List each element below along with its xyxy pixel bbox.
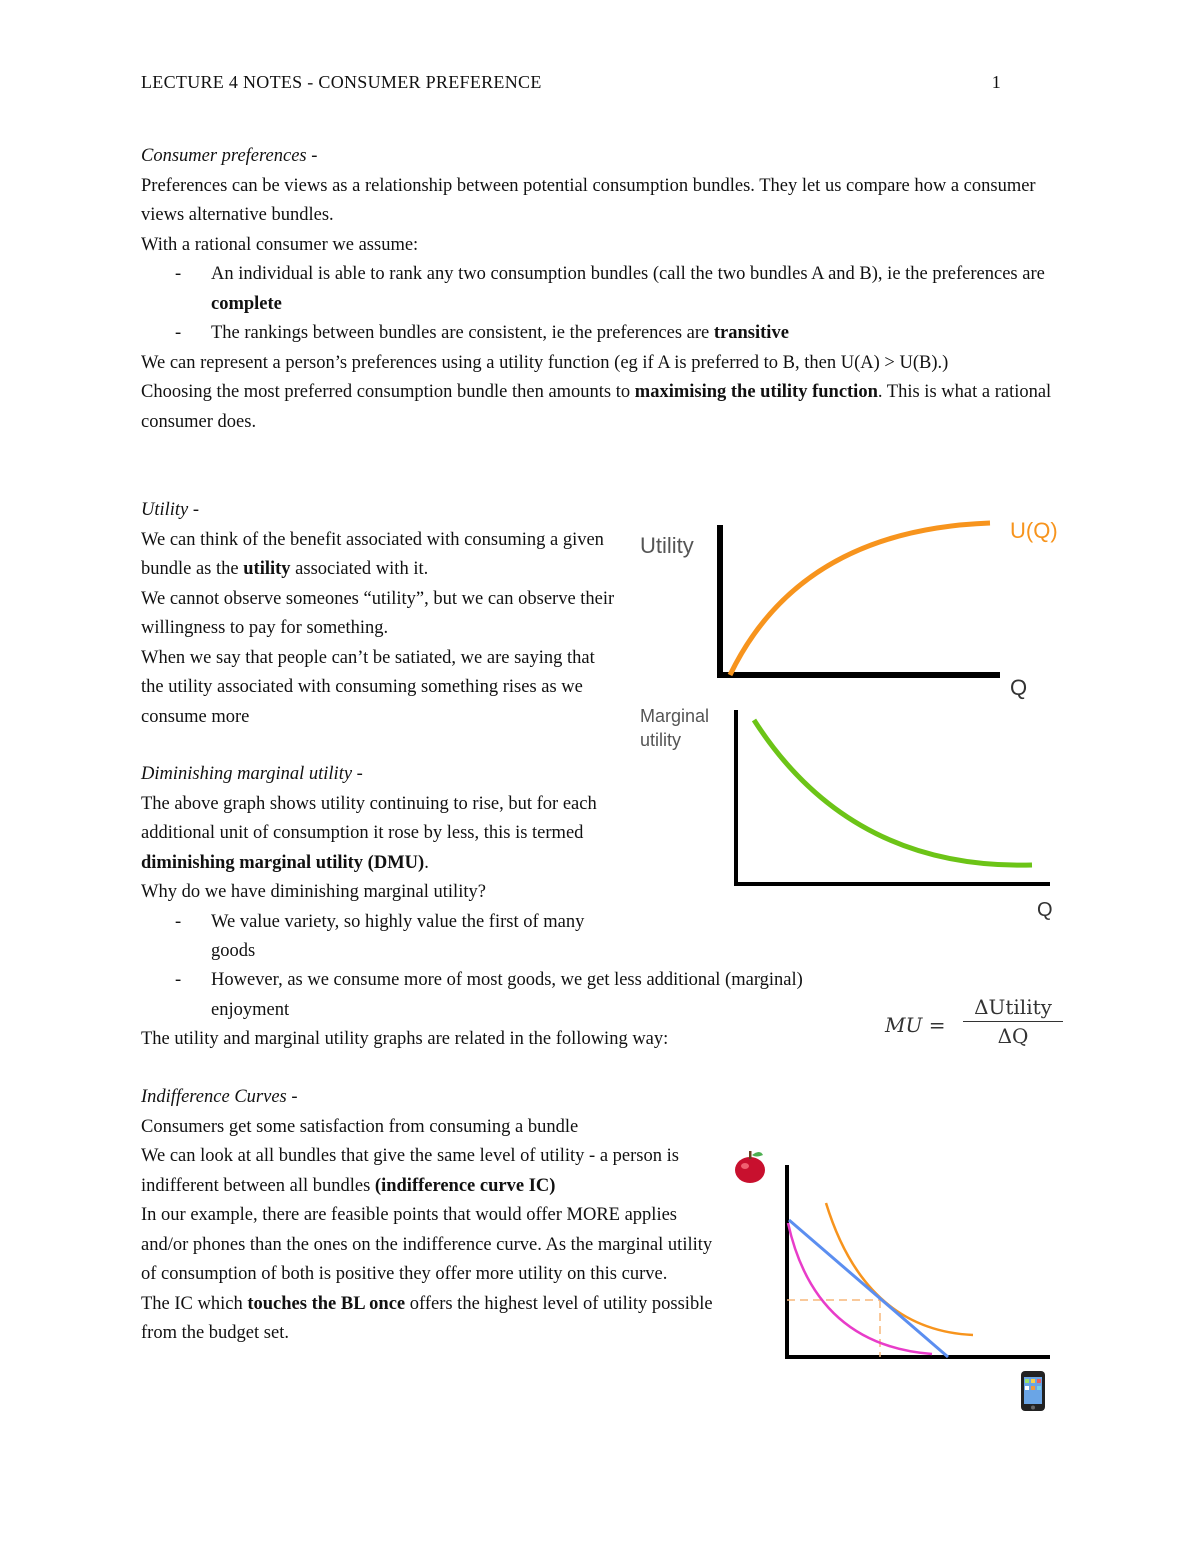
page-header (141, 72, 1001, 93)
indifference-curve-low (788, 1223, 932, 1354)
section-dmu: Diminishing marginal utility - The above graph shows utility continuing to rise, but for each additional unit of consumption it rose by less, this is termed diminishing marginal utility (DMU). Why do we have diminishing marginal utility? - We value variety, so highly value the first of many goods (141, 760, 621, 967)
q-axis-label: Q (1010, 675, 1028, 700)
mu-formula (885, 995, 1065, 1055)
paragraph: Why do we have diminishing marginal utility? (141, 882, 486, 902)
paragraph: We can think of the benefit associated with consuming a given bundle as the utility associated with it. (141, 529, 604, 579)
formula-numerator: ΔUtility (974, 995, 1052, 1019)
section-indifference-curves: Indifference Curves - Consumers get some satisfaction from consuming a bundle We can look at all bundles that give the same level of utility - a person is indifferent between all bundles (indifference curve IC) In our example, there are feasible points that would offer MORE applies and/or phones than the ones on the indifference curve. As the marginal utility of consumption of both is positive they offer more utility on this curve. The IC which touches the BL once offers the highest level of utility possible from the budget set. (141, 1083, 716, 1349)
paragraph: Choosing the most preferred consumption bundle then amounts to maximising the utility function. This is what a rational consumer does. (141, 382, 1052, 432)
paragraph: Preferences can be views as a relationship between potential consumption bundles. They let us compare how a consumer views alternative bundles. (141, 175, 1036, 225)
mu-axis-label-line2: utility (640, 730, 682, 750)
section-heading: Utility (141, 500, 189, 520)
section-consumer-preferences: Consumer preferences - Preferences can be views as a relationship between potential consumption bundles. They let us compare how a consumer views alternative bundles. With a rational consumer we assume: - An individual is able to rank any two consumption bundles (call the two bundles A and B), ie the preferences are complete - The rankings between bundles are consistent, ie the preferences are transitive We can represent a person’s preferences using a utility function (eg if A is preferred to B, then U(A) > U(B).) Choosing the most preferred consumption bundle then amounts to maximising the utility function. This is what a rational consumer does. (141, 142, 1056, 437)
paragraph: We can represent a person’s preferences using a utility function (eg if A is preferred to B, then U(A) > U(B).) (141, 352, 949, 373)
formula-denominator: ΔQ (997, 1024, 1029, 1048)
paragraph: We can look at all bundles that give the same level of utility - a person is indifferent between all bundles (indifference curve IC) (141, 1146, 679, 1196)
marginal-utility-graph (630, 700, 1070, 925)
paragraph: The above graph shows utility continuing to rise, but for each additional unit of consumption it rose by less, this is termed diminishing marginal utility (DMU). (141, 793, 597, 873)
formula-fraction (963, 995, 1063, 1048)
paragraph: In our example, there are feasible points that would offer MORE applies and/or phones than the ones on the indifference curve. As the marginal utility of consumption of both is positive they offer more utility on this curve. (141, 1205, 713, 1284)
utility-curve-label: U(Q) (1010, 518, 1058, 543)
paragraph: Consumers get some satisfaction from consuming a bundle (141, 1116, 579, 1137)
phone-icon (1021, 1371, 1045, 1411)
bullet-item: - The rankings between bundles are consistent, ie the preferences are transitive (175, 323, 789, 343)
paragraph: When we say that people can’t be satiated, we are saying that the utility associated with consuming something rises as we consume more (141, 647, 595, 727)
formula-lhs: MU = (885, 1013, 946, 1037)
bullet-item: - An individual is able to rank any two consumption bundles (call the two bundles A and B), ie the preferences are complete (175, 264, 1045, 314)
section-dmu-cont (141, 966, 821, 1055)
indifference-curve-graph (725, 1145, 1065, 1415)
header-title: LECTURE 4 NOTES - CONSUMER PREFERENCE (141, 72, 542, 92)
section-heading: Consumer preferences (141, 146, 307, 166)
q-axis-label: Q (1037, 899, 1053, 921)
section-heading: Indifference Curves (141, 1087, 287, 1107)
paragraph: With a rational consumer we assume: (141, 234, 419, 255)
section-heading: Diminishing marginal utility (141, 764, 353, 784)
bullet-item: - We value variety, so highly value the first of many goods (175, 911, 585, 961)
apple-icon (735, 1151, 765, 1183)
paragraph: The utility and marginal utility graphs are related in the following way: (141, 1029, 669, 1049)
mu-axis-label-line1: Marginal (640, 706, 710, 726)
page-number: 1 (991, 72, 1001, 92)
section-utility: Utility - We can think of the benefit associated with consuming a given bundle as the utility associated with it. We cannot observe someones “utility”, but we can observe their willingness to pay for something. When we say that people can’t be satiated, we are saying that the utility associated with consuming something rises as we consume more (141, 496, 621, 732)
utility-graph (630, 505, 1070, 705)
paragraph: The IC which touches the BL once offers the highest level of utility possible from the budget set. (141, 1293, 713, 1343)
utility-curve (730, 523, 990, 675)
bullet-item: - However, as we consume more of most goods, we get less additional (marginal) enjoyment (175, 970, 803, 1020)
paragraph: We cannot observe someones “utility”, but we can observe their willingness to pay for something. (141, 588, 615, 638)
utility-axis-label: Utility (640, 533, 694, 558)
marginal-utility-curve (754, 720, 1032, 865)
